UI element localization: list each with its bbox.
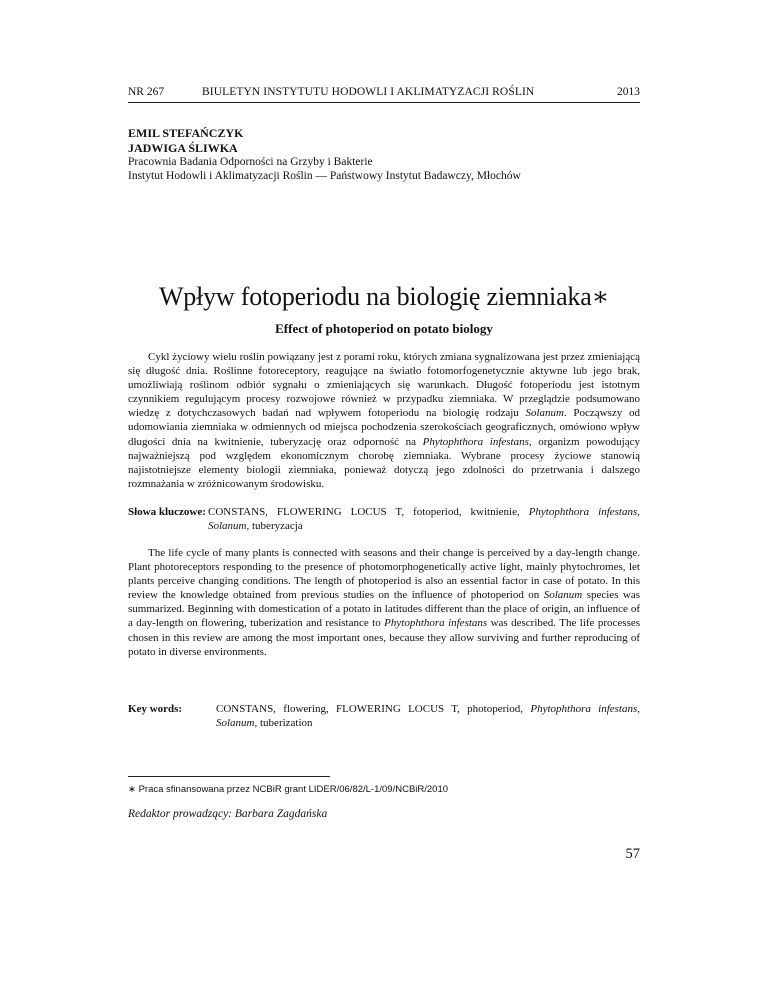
abstract-english <box>128 546 640 659</box>
keywords-italic: Phytophthora infestans, Solanum <box>216 703 640 729</box>
author-name: JADWIGA ŚLIWKA <box>128 140 238 155</box>
issue-year: 2013 <box>617 86 640 98</box>
keywords-text: CONSTANS, FLOWERING LOCUS T, fotoperiod, kwitnienie, <box>208 506 529 518</box>
keywords-value <box>208 505 640 533</box>
abstract-text: Cykl życiowy wielu roślin powiązany jest z porami roku, których zmiana sygnalizowana jest przez zmieniającą się długość dnia. Roślinne fotoreceptory, reagujące na światło fotomorfogenetycznie aktywne lub jego brak, umożliwiają roślinom odbiór sygnału o zmieniających się warunkach. Długość fotoperiodu jest istotnym czynnikiem regulującym procesy rozwojowe również w przypadku ziemniaka. W przeglądzie podsumowano wiedzę z dotychczasowych badań nad wpływem fotoperiodu na biologię rodzaju <box>128 351 640 420</box>
article-subtitle: Effect of photoperiod on potato biology <box>275 321 493 336</box>
affiliation-line: Pracownia Badania Odporności na Grzyby i Bakterie <box>128 156 373 168</box>
author-list <box>128 126 243 155</box>
abstract-text: The life cycle of many plants is connected with seasons and their change is perceived by a day-length change. Plant photoreceptors responding to the presence of photomorphogenetically active light, mainly phytochromes, let plants perceive changing conditions. The length of photoperiod is also an essential factor in case of potato. In this review the knowledge obtained from previous studies on the influence of photoperiod on <box>128 547 640 602</box>
keywords-text: , tuberization <box>254 717 313 729</box>
keywords-text: , tuberyzacja <box>246 520 303 532</box>
abstract-polish <box>128 350 640 491</box>
running-header <box>128 86 640 103</box>
abstract-italic: Phytophthora infestans <box>422 435 529 448</box>
abstract-italic: Solanum <box>543 589 583 602</box>
author-name: EMIL STEFAŃCZYK <box>128 126 244 140</box>
keywords-label: Key words: <box>128 703 183 715</box>
article-title: Wpływ fotoperiodu na biologię ziemniaka∗ <box>158 282 610 311</box>
funding-footnote: ∗ Praca sfinansowana przez NCBiR grant LIDER/06/82/L-1/09/NCBiR/2010 <box>128 784 449 795</box>
abstract-paragraph <box>128 546 640 659</box>
abstract-paragraph <box>128 350 640 491</box>
affiliation <box>128 155 521 183</box>
keywords-italic: Phytophthora infestans, Solanum <box>208 506 640 532</box>
affiliation-line: Instytut Hodowli i Aklimatyzacji Roślin — Państwowy Instytut Badawczy, Młochów <box>128 170 521 182</box>
abstract-text: . Począwszy od udomowiania ziemniaka w odmiennych od miejsca pochodzenia szerokościach geograficznych, omówiono wpływ długości dnia na kwitnienie, tuberyzację oraz odporność na <box>128 407 640 448</box>
page-number: 57 <box>625 846 640 862</box>
keywords-value <box>216 702 640 730</box>
issue-number: NR 267 <box>128 86 165 98</box>
journal-name: BIULETYN INSTYTUTU HODOWLI I AKLIMATYZACJI ROŚLIN <box>202 86 535 98</box>
abstract-text: was described. The life processes chosen in this review are among the most important ones, because they allow surviving and further reproducing of potato in diverse environments. <box>128 617 641 658</box>
keywords-label: Słowa kluczowe: <box>128 506 206 518</box>
keywords-text: CONSTANS, flowering, FLOWERING LOCUS T, photoperiod, <box>216 703 531 715</box>
footnote-divider <box>128 776 330 777</box>
abstract-italic: Solanum <box>525 407 564 420</box>
abstract-text: , organizm powodujący najważniejszą pod względem ekonomicznym chorobę ziemniaka. Wybrane procesy życiowe stanowią najistotniejsze elementy biologii ziemniaka, ponieważ dotyczą jego zdolności do przetrwania i dalszego rozmnażania w zróżnicowanym środowisku. <box>128 435 641 490</box>
abstract-text: species was summarized. Beginning with domestication of a potato in latitudes different than the place of origin, an influence of a day-length on flowering, tuberization and resistance to <box>128 589 641 630</box>
abstract-italic: Phytophthora infestans <box>384 617 488 630</box>
editor-note: Redaktor prowadzący: Barbara Zagdańska <box>128 808 328 820</box>
